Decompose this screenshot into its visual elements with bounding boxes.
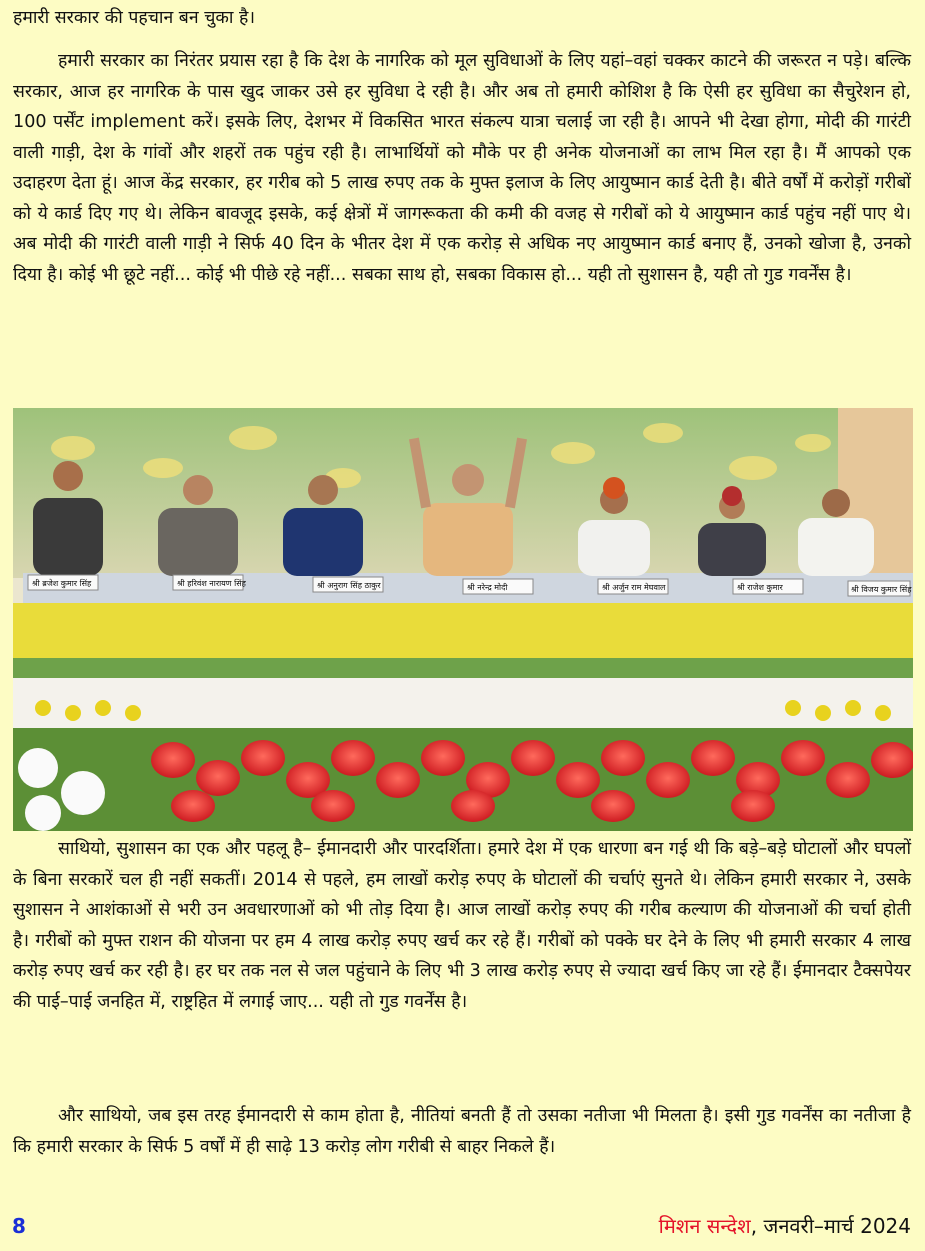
article-section-top xyxy=(13,46,911,290)
nameplate-4: श्री नरेन्द्र मोदी xyxy=(467,583,508,592)
magazine-footer xyxy=(659,1212,911,1239)
flower-bed-green xyxy=(13,658,913,678)
nameplate-2: श्री हरिवंश नारायण सिंह xyxy=(177,579,246,588)
paragraph-3: और साथियो, जब इस तरह ईमानदारी से काम होता है, नीतियां बनती हैं तो उसका नतीजा भी मिलता है। इसी गुड गवर्नेंस का नतीजा है कि हमारी सरकार के सिर्फ 5 वर्षों में ही साढ़े 13 करोड़ लोग गरीबी से बाहर निकले हैं। xyxy=(13,1106,911,1157)
page-number: 8 xyxy=(12,1214,26,1238)
nameplate-7: श्री विजय कुमार सिंह xyxy=(851,585,912,594)
article-section-middle xyxy=(13,834,911,1017)
magazine-name: मिशन सन्देश xyxy=(658,1214,751,1238)
nameplate-1: श्री ब्रजेश कुमार सिंह xyxy=(32,579,92,588)
nameplate-3: श्री अनुराग सिंह ठाकुर xyxy=(317,581,381,590)
paragraph-1: हमारी सरकार का निरंतर प्रयास रहा है कि देश के नागरिक को मूल सुविधाओं के लिए यहां–वहां चक्कर काटने की जरूरत न पड़े। बल्कि सरकार, आज हर नागरिक के पास खुद जाकर उसे हर सुविधा दे रही है। और अब तो हमारी कोशिश है कि ऐसी हर सुविधा का सैचुरेशन हो, 100 पर्सेंट implement करें। इसके लिए, देशभर में विकसित भारत संकल्प यात्रा चलाई जा रही है। आपने भी देखा होगा, मोदी की गारंटी वाली गाड़ी, देश के गांवों और शहरों तक पहुंच रही है। लाभार्थियों को मौके पर ही अनेक योजनाओं का लाभ मिल रहा है। मैं आपको एक उदाहरण देता हूं। आज केंद्र सरकार, हर गरीब को 5 लाख रुपए तक के मुफ्त इलाज के लिए आयुष्मान कार्ड देती है। बीते वर्षों में करोड़ों गरीबों को ये कार्ड दिए गए थे। लेकिन बावजूद इसके, कई क्षेत्रों में जागरूकता की कमी की वजह से गरीबों को ये आयुष्मान कार्ड पहुंच नहीं पाए थे। अब मोदी की गारंटी वाली गाड़ी ने सिर्फ 40 दिन के भीतर देश में एक करोड़ से अधिक नए आयुष्मान कार्ड बनाए हैं, उनको खोजा है, उनको दिया है। कोई भी छूटे नहीं... कोई भी पीछे रहे नहीं... सबका साथ हो, सबका विकास हो... यही तो सुशासन है, यही तो गुड गवर्नेंस है। xyxy=(13,51,911,285)
nameplate-6: श्री राजेश कुमार xyxy=(737,583,783,592)
flower-bed-white xyxy=(13,678,913,728)
flower-bed-yellow xyxy=(13,603,913,658)
intro-line: हमारी सरकार की पहचान बन चुका है। xyxy=(13,8,256,28)
intro-text xyxy=(13,3,911,34)
paragraph-2: साथियो, सुशासन का एक और पहलू है– ईमानदारी और पारदर्शिता। हमारे देश में एक धारणा बन गई थी कि बड़े–बड़े घोटालों और घपलों के बिना सरकारें चल ही नहीं सकतीं। 2014 से पहले, हम लाखों करोड़ रुपए के घोटालों की चर्चाएं सुनते थे। लेकिन हमारी सरकार ने, उसके सुशासन ने आशंकाओं से भरी उन अवधारणाओं को भी तोड़ दिया है। आज लाखों करोड़ रुपए की गरीब कल्याण की योजनाओं की चर्चा होती है। गरीबों को मुफ्त राशन की योजना पर हम 4 लाख करोड़ रुपए खर्च कर रहे हैं। गरीबों को पक्के घर देने के लिए भी हमारी सरकार 4 लाख करोड़ रुपए खर्च कर रही है। हर घर तक नल से जल पहुंचाने के लिए भी 3 लाख करोड़ रुपए से ज्यादा खर्च किए जा रहे हैं। ईमानदार टैक्सपेयर की पाई–पाई जनहित में, राष्ट्रहित में लगाई जाए... यही तो गुड गवर्नेंस है। xyxy=(13,839,911,1012)
issue-date: , जनवरी–मार्च 2024 xyxy=(750,1214,911,1238)
article-section-bottom xyxy=(13,1101,911,1162)
event-photo xyxy=(13,408,913,831)
stage-photo-illustration xyxy=(13,408,913,831)
nameplate-5: श्री अर्जुन राम मेघवाल xyxy=(602,583,666,592)
